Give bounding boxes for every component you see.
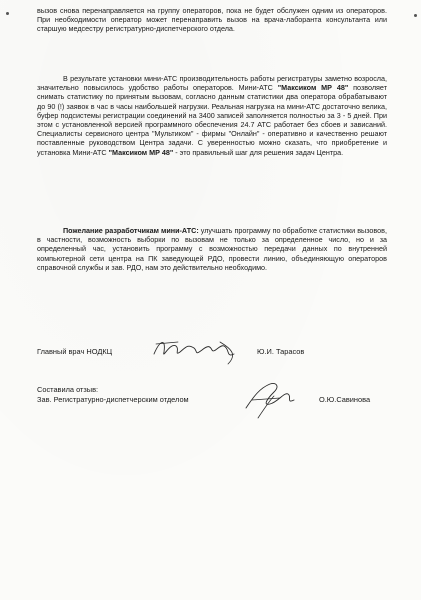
wishes-text: улучшать программу по обработке статистики вызовов, в частности, возможность выборки по вызовам не только за определенное число, но и за определенный час, установить программу с возможностью передачи данных по внутренней компьютерной сети центра на ПК заведующей РДО, провести линию, объединяющую операторов справочной службы и зав. РДО, нам это действительно необходимо. (37, 226, 387, 272)
product-name: "Максиком МР 48" (108, 147, 174, 157)
paragraph-2-part1: В результате установки мини-АТС производительность работы регистратуры заметно возросла, значительно повысилось удобство работы операторов. Мини-АТС (37, 74, 387, 93)
scan-mark (6, 12, 9, 15)
chief-name: Ю.И. Тарасов (257, 347, 305, 356)
composed-by-label: Составила отзыв: (37, 385, 99, 394)
scan-mark (414, 14, 417, 17)
chief-signature (150, 332, 245, 366)
chief-title: Главный врач НОДКЦ (37, 347, 113, 356)
product-name: "Максиком МР 48" (277, 83, 349, 93)
head-name: О.Ю.Савинова (319, 395, 371, 404)
paragraph-routing (37, 6, 387, 34)
paragraph-wishes (37, 226, 387, 272)
head-signature (240, 376, 310, 422)
paragraph-2-part2: позволяет снимать статистику по принятым вызовам, согласно данным статистики два оператора обрабатывают до 90 (!) заявок в час в часы наибольшей нагрузки. Реальная нагрузка на мини-АТС достаточно велика, буфер подсистемы регистрации соединений на 3400 записей заполняется полностью за 3 - 5 дней. При этом с установленной версией программного обеспечения 24.7 АТС работает без сбоев и зависаний. Специалисты сервисного центра "Мультиком" - фирмы "Онлайн" - оперативно и качественно решают поставленные руководством Центра задачи. С уверенностью можно сказать, что приобретение и установка Мини-АТС (37, 83, 387, 157)
paragraph-2-part3: - это правильный шаг для решения задач Центра. (173, 147, 344, 157)
wishes-heading: Пожелание разработчикам мини-АТС: (63, 226, 199, 235)
head-title: Зав. Регистратурно-диспетчерским отделом (37, 395, 189, 404)
paragraph-1-text: вызов снова перенаправляется на группу операторов, пока не будет обслужен одним из операторов. При необходимости оператор может перенаправить вызов на врача-лаборанта консультанта или старшую медсестру регистратурно-диспетчерского отдела. (37, 6, 387, 34)
paragraph-results (37, 74, 387, 157)
